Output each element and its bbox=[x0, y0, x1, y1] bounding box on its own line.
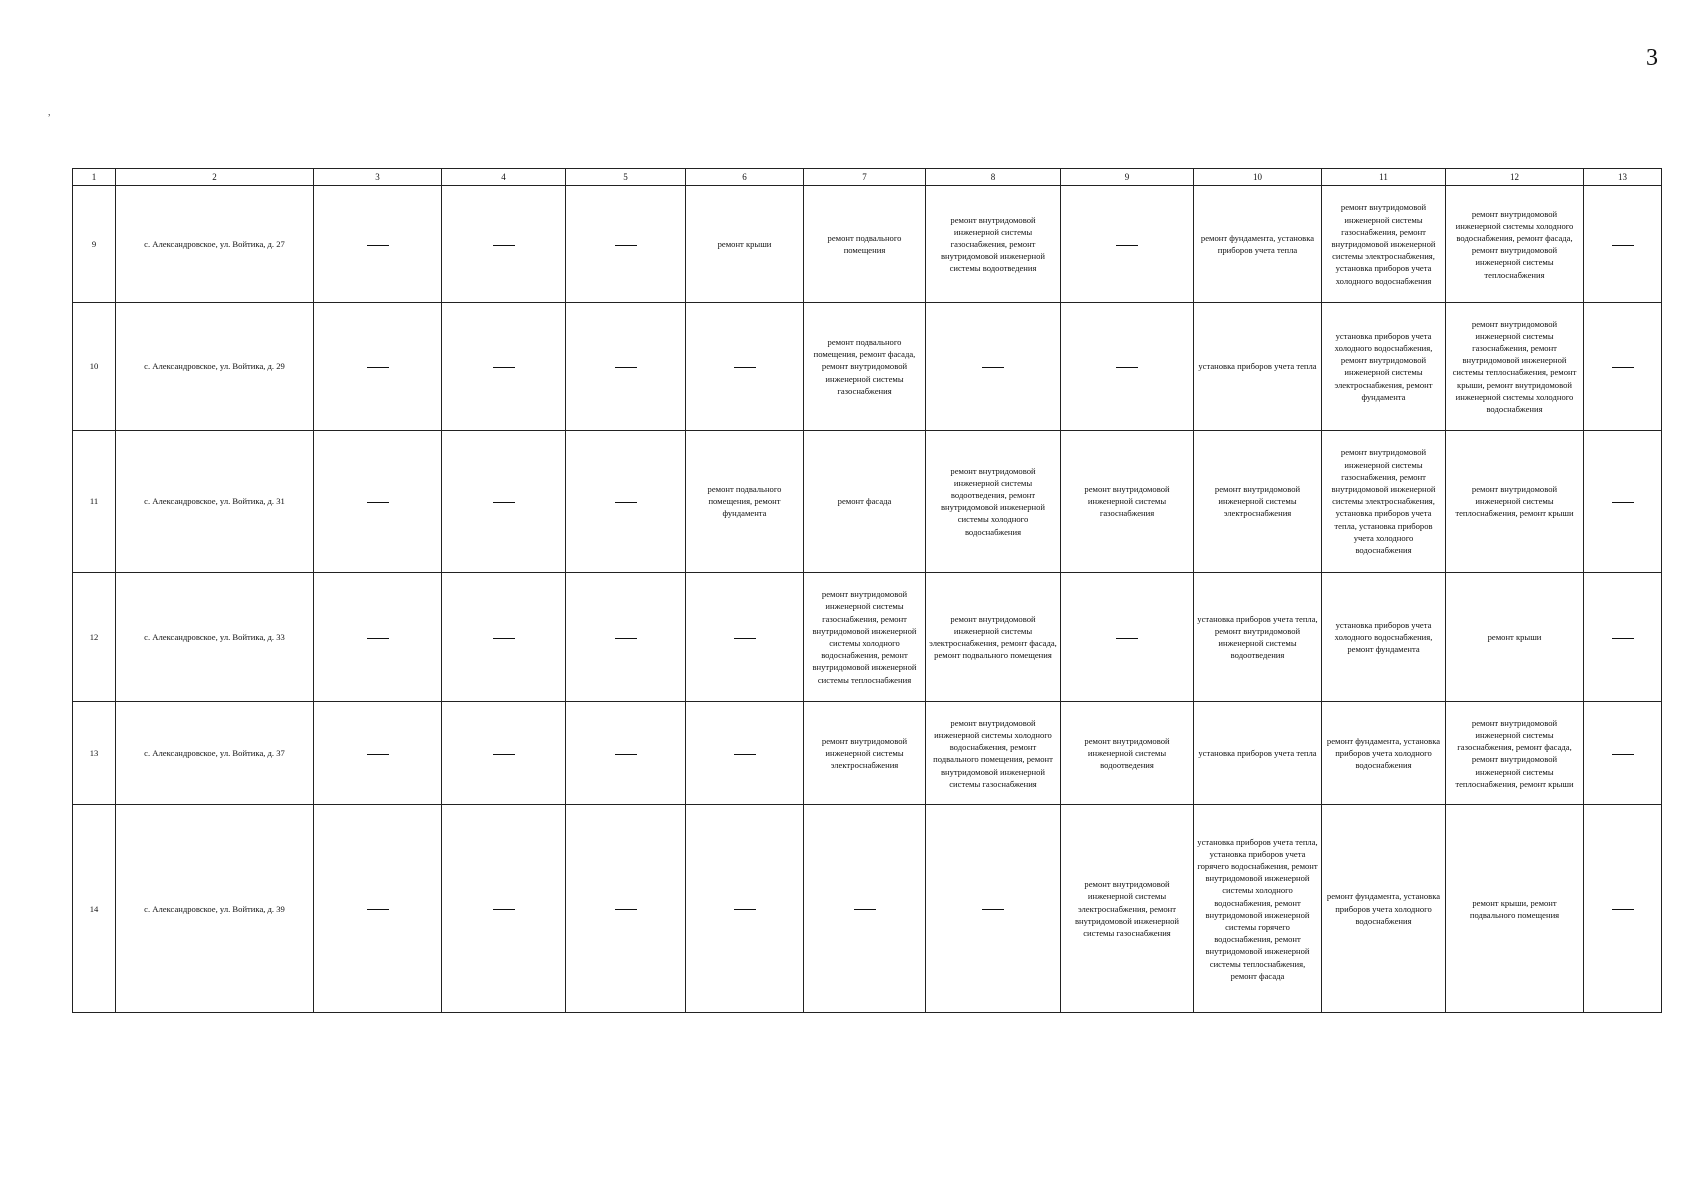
work-cell: ремонт подвального помещения, ремонт фасада, ремонт внутридомовой инженерной системы газоснабжения bbox=[804, 303, 926, 430]
row-number: 12 bbox=[73, 572, 116, 701]
dash-mark bbox=[493, 367, 515, 368]
dash-mark bbox=[1116, 638, 1138, 639]
scan-speck: , bbox=[48, 107, 51, 118]
empty-cell-dash bbox=[314, 186, 442, 303]
dash-mark bbox=[493, 502, 515, 503]
empty-cell-dash bbox=[314, 702, 442, 805]
table-row bbox=[73, 572, 1662, 701]
repair-table bbox=[72, 168, 1662, 1013]
row-number: 11 bbox=[73, 430, 116, 572]
empty-cell-dash bbox=[1061, 303, 1194, 430]
empty-cell-dash bbox=[1584, 303, 1662, 430]
column-header: 4 bbox=[442, 169, 566, 186]
empty-cell-dash bbox=[442, 702, 566, 805]
dash-mark bbox=[493, 638, 515, 639]
empty-cell-dash bbox=[926, 303, 1061, 430]
work-cell: установка приборов учета тепла, ремонт внутридомовой инженерной системы водоотведения bbox=[1194, 572, 1322, 701]
work-cell: ремонт крыши bbox=[686, 186, 804, 303]
column-header: 10 bbox=[1194, 169, 1322, 186]
work-cell: ремонт внутридомовой инженерной системы теплоснабжения, ремонт крыши bbox=[1446, 430, 1584, 572]
dash-mark bbox=[493, 245, 515, 246]
table-body bbox=[73, 186, 1662, 1013]
work-cell: ремонт внутридомовой инженерной системы водоотведения, ремонт внутридомовой инженерной системы холодного водоснабжения bbox=[926, 430, 1061, 572]
empty-cell-dash bbox=[442, 430, 566, 572]
dash-mark bbox=[734, 909, 756, 910]
work-cell: ремонт внутридомовой инженерной системы газоснабжения, ремонт внутридомовой инженерной системы электроснабжения, установка приборов учета тепла, установка приборов учета холодного водоснабжения bbox=[1322, 430, 1446, 572]
table-row bbox=[73, 805, 1662, 1013]
empty-cell-dash bbox=[1584, 572, 1662, 701]
row-number: 13 bbox=[73, 702, 116, 805]
page-number: 3 bbox=[1646, 45, 1658, 71]
dash-mark bbox=[982, 367, 1004, 368]
empty-cell-dash bbox=[1584, 805, 1662, 1013]
address-cell: с. Александровское, ул. Войтика, д. 29 bbox=[116, 303, 314, 430]
address-cell: с. Александровское, ул. Войтика, д. 33 bbox=[116, 572, 314, 701]
empty-cell-dash bbox=[686, 303, 804, 430]
empty-cell-dash bbox=[442, 186, 566, 303]
empty-cell-dash bbox=[686, 805, 804, 1013]
dash-mark bbox=[854, 909, 876, 910]
work-cell: ремонт внутридомовой инженерной системы газоснабжения, ремонт внутридомовой инженерной системы холодного водоснабжения, ремонт внутридомовой инженерной системы теплоснабжения bbox=[804, 572, 926, 701]
dash-mark bbox=[1116, 245, 1138, 246]
row-number: 10 bbox=[73, 303, 116, 430]
column-header: 7 bbox=[804, 169, 926, 186]
empty-cell-dash bbox=[1584, 430, 1662, 572]
work-cell: ремонт внутридомовой инженерной системы газоснабжения, ремонт внутридомовой инженерной системы теплоснабжения, ремонт крыши, ремонт внутридомовой инженерной системы холодного водоснабжения bbox=[1446, 303, 1584, 430]
empty-cell-dash bbox=[566, 430, 686, 572]
table-row bbox=[73, 303, 1662, 430]
address-cell: с. Александровское, ул. Войтика, д. 39 bbox=[116, 805, 314, 1013]
work-cell: ремонт внутридомовой инженерной системы холодного водоснабжения, ремонт фасада, ремонт внутридомовой инженерной системы теплоснабжения bbox=[1446, 186, 1584, 303]
empty-cell-dash bbox=[566, 303, 686, 430]
dash-mark bbox=[367, 754, 389, 755]
empty-cell-dash bbox=[1061, 186, 1194, 303]
work-cell: ремонт внутридомовой инженерной системы электроснабжения bbox=[1194, 430, 1322, 572]
dash-mark bbox=[1612, 502, 1634, 503]
dash-mark bbox=[1612, 909, 1634, 910]
work-cell: ремонт крыши bbox=[1446, 572, 1584, 701]
column-header: 12 bbox=[1446, 169, 1584, 186]
work-cell: установка приборов учета холодного водоснабжения, ремонт фундамента bbox=[1322, 572, 1446, 701]
address-cell: с. Александровское, ул. Войтика, д. 27 bbox=[116, 186, 314, 303]
row-number: 14 bbox=[73, 805, 116, 1013]
empty-cell-dash bbox=[804, 805, 926, 1013]
empty-cell-dash bbox=[566, 186, 686, 303]
column-header: 9 bbox=[1061, 169, 1194, 186]
empty-cell-dash bbox=[314, 303, 442, 430]
work-cell: ремонт фасада bbox=[804, 430, 926, 572]
dash-mark bbox=[615, 754, 637, 755]
work-cell: ремонт подвального помещения, ремонт фундамента bbox=[686, 430, 804, 572]
work-cell: установка приборов учета тепла, установка приборов учета горячего водоснабжения, ремонт внутридомовой инженерной системы холодного водоснабжения, ремонт внутридомовой инженерной системы горячего водоснабжения, ремонт внутридомовой инженерной системы теплоснабжения, ремонт фасада bbox=[1194, 805, 1322, 1013]
empty-cell-dash bbox=[1584, 702, 1662, 805]
dash-mark bbox=[615, 245, 637, 246]
table-row bbox=[73, 430, 1662, 572]
dash-mark bbox=[615, 367, 637, 368]
work-cell: ремонт подвального помещения bbox=[804, 186, 926, 303]
dash-mark bbox=[734, 367, 756, 368]
dash-mark bbox=[493, 909, 515, 910]
work-cell: ремонт крыши, ремонт подвального помещения bbox=[1446, 805, 1584, 1013]
table-row bbox=[73, 186, 1662, 303]
empty-cell-dash bbox=[686, 702, 804, 805]
column-header: 2 bbox=[116, 169, 314, 186]
address-cell: с. Александровское, ул. Войтика, д. 31 bbox=[116, 430, 314, 572]
empty-cell-dash bbox=[566, 702, 686, 805]
work-cell: ремонт внутридомовой инженерной системы электроснабжения, ремонт внутридомовой инженерной системы газоснабжения bbox=[1061, 805, 1194, 1013]
empty-cell-dash bbox=[314, 430, 442, 572]
work-cell: установка приборов учета тепла bbox=[1194, 303, 1322, 430]
row-number: 9 bbox=[73, 186, 116, 303]
dash-mark bbox=[1116, 367, 1138, 368]
column-header: 8 bbox=[926, 169, 1061, 186]
work-cell: ремонт фундамента, установка приборов учета тепла bbox=[1194, 186, 1322, 303]
empty-cell-dash bbox=[566, 805, 686, 1013]
work-cell: установка приборов учета тепла bbox=[1194, 702, 1322, 805]
table-row bbox=[73, 702, 1662, 805]
dash-mark bbox=[367, 638, 389, 639]
dash-mark bbox=[367, 367, 389, 368]
work-cell: ремонт внутридомовой инженерной системы электроснабжения, ремонт фасада, ремонт подвального помещения bbox=[926, 572, 1061, 701]
work-cell: установка приборов учета холодного водоснабжения, ремонт внутридомовой инженерной системы электроснабжения, ремонт фундамента bbox=[1322, 303, 1446, 430]
work-cell: ремонт внутридомовой инженерной системы газоснабжения, ремонт внутридомовой инженерной системы электроснабжения, установка приборов учета холодного водоснабжения bbox=[1322, 186, 1446, 303]
work-cell: ремонт внутридомовой инженерной системы электроснабжения bbox=[804, 702, 926, 805]
empty-cell-dash bbox=[1061, 572, 1194, 701]
address-cell: с. Александровское, ул. Войтика, д. 37 bbox=[116, 702, 314, 805]
column-header: 13 bbox=[1584, 169, 1662, 186]
dash-mark bbox=[1612, 245, 1634, 246]
column-header: 5 bbox=[566, 169, 686, 186]
empty-cell-dash bbox=[686, 572, 804, 701]
work-cell: ремонт внутридомовой инженерной системы газоснабжения, ремонт внутридомовой инженерной системы водоотведения bbox=[926, 186, 1061, 303]
work-cell: ремонт внутридомовой инженерной системы холодного водоснабжения, ремонт подвального помещения, ремонт внутридомовой инженерной системы газоснабжения bbox=[926, 702, 1061, 805]
header-row bbox=[73, 169, 1662, 186]
column-header: 6 bbox=[686, 169, 804, 186]
empty-cell-dash bbox=[566, 572, 686, 701]
work-cell: ремонт фундамента, установка приборов учета холодного водоснабжения bbox=[1322, 805, 1446, 1013]
empty-cell-dash bbox=[442, 805, 566, 1013]
dash-mark bbox=[734, 638, 756, 639]
dash-mark bbox=[615, 502, 637, 503]
dash-mark bbox=[734, 754, 756, 755]
dash-mark bbox=[367, 909, 389, 910]
dash-mark bbox=[615, 909, 637, 910]
work-cell: ремонт внутридомовой инженерной системы водоотведения bbox=[1061, 702, 1194, 805]
dash-mark bbox=[493, 754, 515, 755]
empty-cell-dash bbox=[314, 572, 442, 701]
column-header: 11 bbox=[1322, 169, 1446, 186]
empty-cell-dash bbox=[442, 303, 566, 430]
dash-mark bbox=[1612, 754, 1634, 755]
dash-mark bbox=[982, 909, 1004, 910]
dash-mark bbox=[1612, 638, 1634, 639]
dash-mark bbox=[615, 638, 637, 639]
dash-mark bbox=[367, 245, 389, 246]
empty-cell-dash bbox=[442, 572, 566, 701]
dash-mark bbox=[1612, 367, 1634, 368]
empty-cell-dash bbox=[926, 805, 1061, 1013]
empty-cell-dash bbox=[1584, 186, 1662, 303]
dash-mark bbox=[367, 502, 389, 503]
work-cell: ремонт внутридомовой инженерной системы газоснабжения, ремонт фасада, ремонт внутридомовой инженерной системы теплоснабжения, ремонт крыши bbox=[1446, 702, 1584, 805]
empty-cell-dash bbox=[314, 805, 442, 1013]
column-header: 3 bbox=[314, 169, 442, 186]
work-cell: ремонт фундамента, установка приборов учета холодного водоснабжения bbox=[1322, 702, 1446, 805]
column-header: 1 bbox=[73, 169, 116, 186]
work-cell: ремонт внутридомовой инженерной системы газоснабжения bbox=[1061, 430, 1194, 572]
